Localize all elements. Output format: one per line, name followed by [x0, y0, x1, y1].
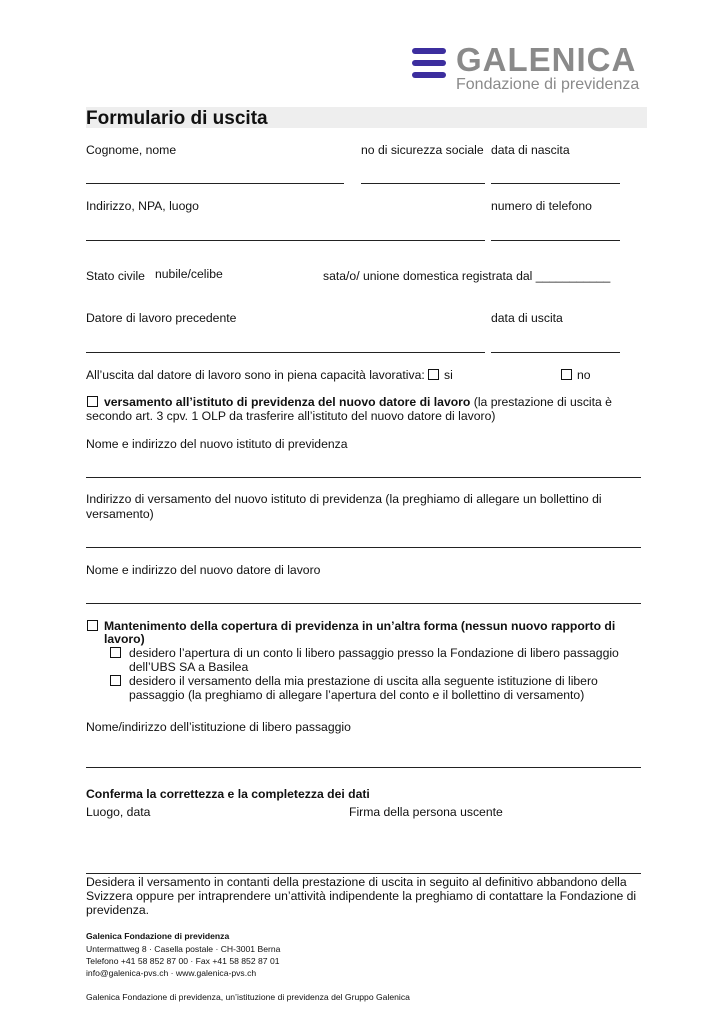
logo-stripe-icon — [412, 72, 446, 78]
birth-date-field[interactable] — [491, 183, 620, 184]
footer-phones: Telefono +41 58 852 87 00 · Fax +41 58 852 87 01 — [86, 956, 280, 966]
page-title: Formulario di uscita — [86, 108, 268, 129]
exit-date-field[interactable] — [491, 352, 620, 353]
capacity-no-checkbox[interactable] — [561, 369, 572, 380]
place-date-label: Luogo, data — [86, 805, 151, 819]
transfer-rest: (la prestazione di uscita è — [473, 395, 612, 409]
phone-field[interactable] — [491, 240, 620, 241]
footer-tagline: Galenica Fondazione di previdenza, un’istituzione di previdenza del Gruppo Galenica — [86, 992, 410, 1002]
civil-status-select[interactable]: nubile/celibe — [155, 267, 223, 281]
surname-name-field[interactable] — [86, 183, 344, 184]
footer-contacts: info@galenica-pvs.ch · www.galenica-pvs.ch — [86, 968, 257, 978]
capacity-question: All’uscita dal datore di lavoro sono in piena capacità lavorativa: — [86, 368, 425, 382]
maintenance-checkbox[interactable] — [87, 620, 98, 631]
logo-name: GALENICA — [456, 41, 637, 78]
transfer-heading — [104, 395, 612, 409]
option2-line1: desidero il versamento della mia prestazione di uscita alla seguente istituzione di libero — [129, 674, 598, 688]
footer-org: Galenica Fondazione di previdenza — [86, 931, 230, 941]
new-employer-field[interactable] — [86, 603, 641, 604]
transfer-line2: secondo art. 3 cpv. 1 OLP da trasferire all’istituto del nuovo datore di lavoro) — [86, 409, 496, 423]
payment-address-label-1: Indirizzo di versamento del nuovo istituto di previdenza (la preghiamo di allegare un bollettino di — [86, 492, 602, 506]
payment-address-label-2: versamento) — [86, 507, 154, 521]
previous-employer-label: Datore di lavoro precedente — [86, 311, 237, 325]
address-field[interactable] — [86, 240, 485, 241]
signature-field[interactable] — [86, 873, 641, 874]
signature-label: Firma della persona uscente — [349, 805, 503, 819]
surname-name-label: Cognome, nome — [86, 143, 177, 157]
maintenance-heading-1: Mantenimento della copertura di previdenza in un’altra forma (nessun nuovo rapporto di — [104, 619, 616, 633]
cash-note-1: Desidera il versamento in contanti della prestazione di uscita in seguito al definitivo abbandono della — [86, 875, 627, 889]
civil-status-label: Stato civile — [86, 269, 145, 283]
capacity-no-label: no — [577, 368, 591, 382]
ubs-account-checkbox[interactable] — [110, 647, 121, 658]
other-institution-checkbox[interactable] — [110, 675, 121, 686]
option2-line2: passaggio (la preghiamo di allegare l’apertura del conto e il bollettino di versamento) — [129, 688, 585, 702]
free-passage-institution-label: Nome/indirizzo dell’istituzione di libero passaggio — [86, 720, 351, 734]
cash-note-2: Svizzera oppure per intraprendere un’attività indipendente la preghiamo di contattare la Fondazione di — [86, 889, 637, 903]
logo-subtitle: Fondazione di previdenza — [456, 76, 640, 93]
new-employer-label: Nome e indirizzo del nuovo datore di lavoro — [86, 563, 321, 577]
previous-employer-field[interactable] — [86, 352, 485, 353]
logo-stripe-icon — [412, 48, 446, 54]
capacity-yes-checkbox[interactable] — [428, 369, 439, 380]
free-passage-institution-field[interactable] — [86, 767, 641, 768]
phone-label: numero di telefono — [491, 199, 592, 213]
confirmation-heading: Conferma la correttezza e la completezza dei dati — [86, 787, 370, 801]
social-security-label: no di sicurezza sociale — [361, 143, 484, 157]
new-institution-label: Nome e indirizzo del nuovo istituto di previdenza — [86, 437, 348, 451]
option1-line2: dell’UBS SA a Basilea — [129, 660, 249, 674]
payment-address-field[interactable] — [86, 547, 641, 548]
address-label: Indirizzo, NPA, luogo — [86, 199, 199, 213]
transfer-bold: versamento all’istituto di previdenza del nuovo datore di lavoro — [104, 395, 471, 409]
new-institution-field[interactable] — [86, 477, 641, 478]
birth-date-label: data di nascita — [491, 143, 570, 157]
transfer-checkbox[interactable] — [87, 396, 98, 407]
capacity-yes-label: si — [444, 368, 453, 382]
exit-date-label: data di uscita — [491, 311, 563, 325]
social-security-field[interactable] — [361, 183, 485, 184]
maintenance-heading-2: lavoro) — [104, 632, 145, 646]
option1-line1: desidero l’apertura di un conto li libero passaggio presso la Fondazione di libero passaggio — [129, 646, 619, 660]
footer-address: Untermattweg 8 · Casella postale · CH-3001 Berna — [86, 944, 281, 954]
cash-note-3: previdenza. — [86, 903, 150, 917]
logo-stripe-icon — [412, 60, 446, 66]
civil-status-text: sata/o/ unione domestica registrata dal ___________ — [323, 269, 611, 283]
